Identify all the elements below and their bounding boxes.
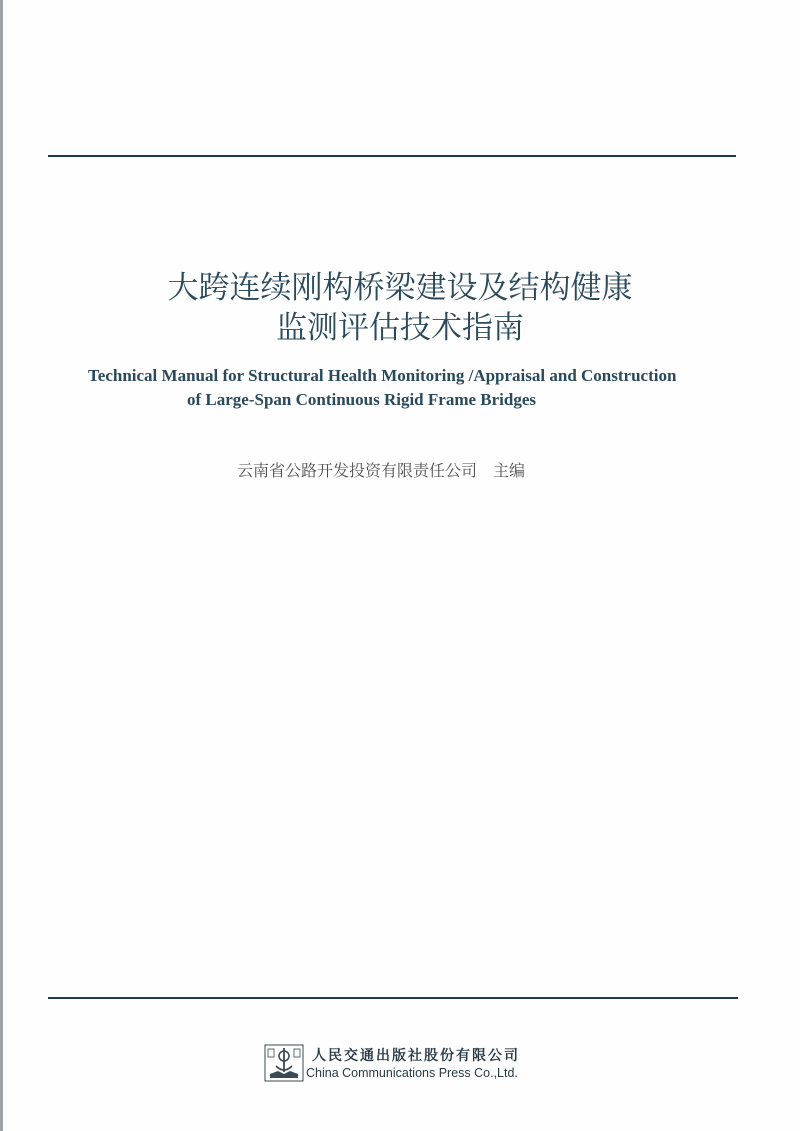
english-title-line-2: of Large-Span Continuous Rigid Frame Bridges	[187, 390, 536, 409]
top-divider	[48, 155, 736, 157]
bottom-divider	[48, 997, 738, 999]
publisher-logo-icon	[264, 1044, 304, 1082]
editor-organization: 云南省公路开发投资有限责任公司	[237, 461, 478, 480]
chinese-title-line-1: 大跨连续刚构桥梁建设及结构健康	[167, 270, 633, 306]
editor-credit	[237, 460, 525, 482]
publisher-name-english: China Communications Press Co.,Ltd.	[306, 1066, 518, 1080]
english-title-line-1: Technical Manual for Structural Health Monitoring /Appraisal and Construction	[88, 366, 677, 385]
publisher-name-chinese: 人民交通出版社股份有限公司	[312, 1048, 520, 1064]
editor-role: 主编	[493, 461, 526, 480]
english-title	[0, 364, 800, 412]
publisher-block	[264, 1044, 564, 1084]
chinese-title-line-2: 监测评估技术指南	[276, 310, 524, 346]
page-edge	[0, 0, 3, 1131]
chinese-title	[0, 268, 800, 348]
